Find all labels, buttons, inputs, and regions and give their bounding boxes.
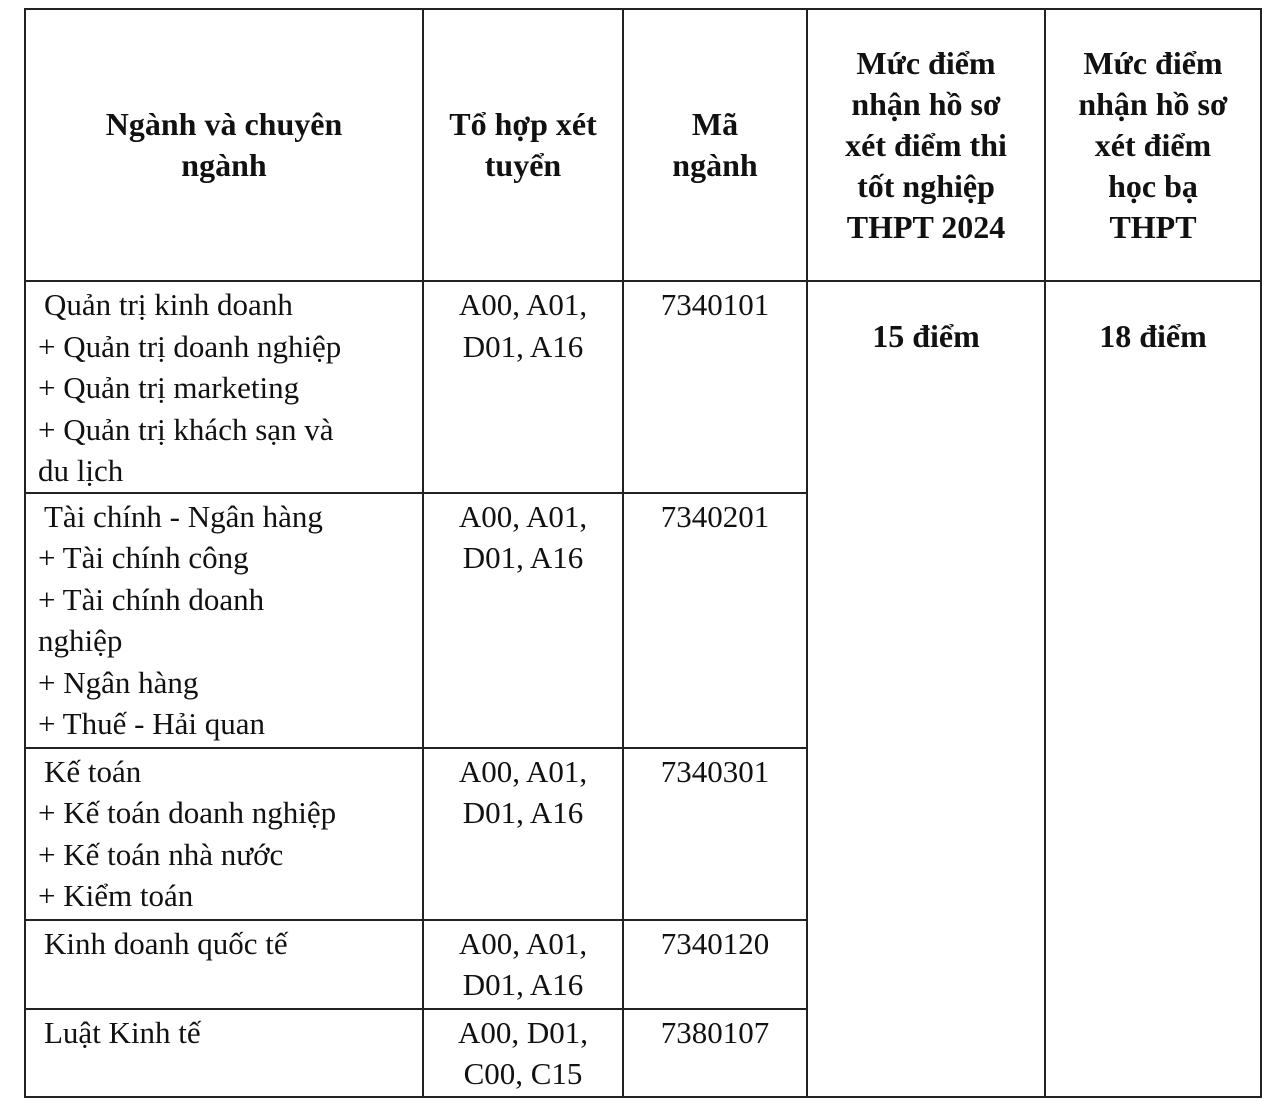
table-row [25, 281, 1261, 493]
major-cell [25, 920, 423, 1009]
combination-line: D01, A16 [462, 967, 584, 1002]
specialization: + Quản trị khách sạn và [38, 411, 334, 447]
header-exam-score-line: Mức điểm [856, 44, 996, 81]
combination-cell [423, 920, 623, 1009]
major-name: Kế toán [44, 753, 142, 789]
major-cell [25, 1009, 423, 1097]
header-code-line: Mã [691, 106, 739, 142]
specialization: + Quản trị doanh nghiệp [38, 328, 342, 364]
major-name: Quản trị kinh doanh [44, 287, 293, 322]
code-cell [623, 493, 807, 748]
combination-line: C00, C15 [463, 1056, 583, 1091]
code-cell [623, 920, 807, 1009]
header-transcript-score-line: xét điểm [1094, 126, 1212, 163]
specialization: du lịch [38, 453, 124, 488]
exam-score-cell [807, 281, 1045, 1097]
combination-cell [423, 1009, 623, 1097]
combination-line: D01, A16 [462, 328, 584, 364]
header-code-line: ngành [672, 147, 758, 183]
header-transcript-score-line: THPT [1109, 208, 1197, 245]
header-exam-score-line: tốt nghiệp [857, 167, 995, 204]
admission-score-table [24, 8, 1262, 1098]
transcript-score-cell [1045, 281, 1261, 1097]
header-exam-score-line: nhận hồ sơ [851, 85, 1001, 122]
specialization: + Thuế - Hải quan [38, 706, 265, 741]
combination-cell [423, 493, 623, 748]
header-transcript-score [1045, 9, 1261, 281]
header-exam-score-line: THPT 2024 [846, 208, 1006, 245]
major-code: 7340101 [660, 287, 770, 322]
combination-cell [423, 281, 623, 493]
specialization: + Quản trị marketing [38, 370, 300, 405]
header-combination-line: Tổ hợp xét [449, 106, 597, 142]
header-transcript-score-line: nhận hồ sơ [1078, 85, 1228, 122]
major-name: Luật Kinh tế [44, 1014, 201, 1050]
header-combination-line: tuyển [484, 147, 562, 183]
code-cell [623, 1009, 807, 1097]
specialization: + Tài chính doanh [38, 581, 265, 617]
specialization: + Kế toán nhà nước [38, 836, 284, 872]
combination-line: D01, A16 [462, 795, 584, 830]
major-cell [25, 281, 423, 493]
major-code: 7340120 [660, 925, 770, 961]
major-code: 7340201 [660, 498, 770, 534]
major-code: 7380107 [660, 1014, 770, 1050]
header-row [25, 9, 1261, 281]
combination-line: A00, A01, [458, 287, 588, 322]
major-name: Tài chính - Ngân hàng [44, 498, 323, 534]
specialization: + Kế toán doanh nghiệp [38, 795, 337, 830]
major-name: Kinh doanh quốc tế [44, 925, 288, 961]
header-major-line: ngành [181, 147, 267, 183]
specialization: nghiệp [38, 623, 123, 658]
header-major-line: Ngành và chuyên [105, 106, 343, 142]
specialization: + Kiểm toán [38, 878, 194, 913]
combination-line: A00, A01, [458, 925, 588, 961]
combination-line: A00, D01, [457, 1014, 589, 1050]
major-code: 7340301 [660, 753, 770, 789]
specialization: + Ngân hàng [38, 664, 199, 700]
header-major [25, 9, 423, 281]
combination-line: D01, A16 [462, 540, 584, 575]
code-cell [623, 748, 807, 920]
header-transcript-score-line: học bạ [1108, 167, 1198, 204]
header-code [623, 9, 807, 281]
transcript-score: 18 điểm [1099, 318, 1207, 354]
header-exam-score-line: xét điểm thi [845, 126, 1007, 163]
major-cell [25, 748, 423, 920]
combination-line: A00, A01, [458, 498, 588, 534]
code-cell [623, 281, 807, 493]
header-combination [423, 9, 623, 281]
combination-cell [423, 748, 623, 920]
header-exam-score [807, 9, 1045, 281]
major-cell [25, 493, 423, 748]
combination-line: A00, A01, [458, 753, 588, 789]
specialization: + Tài chính công [38, 540, 249, 575]
header-transcript-score-line: Mức điểm [1083, 44, 1223, 81]
exam-score: 15 điểm [872, 318, 980, 354]
